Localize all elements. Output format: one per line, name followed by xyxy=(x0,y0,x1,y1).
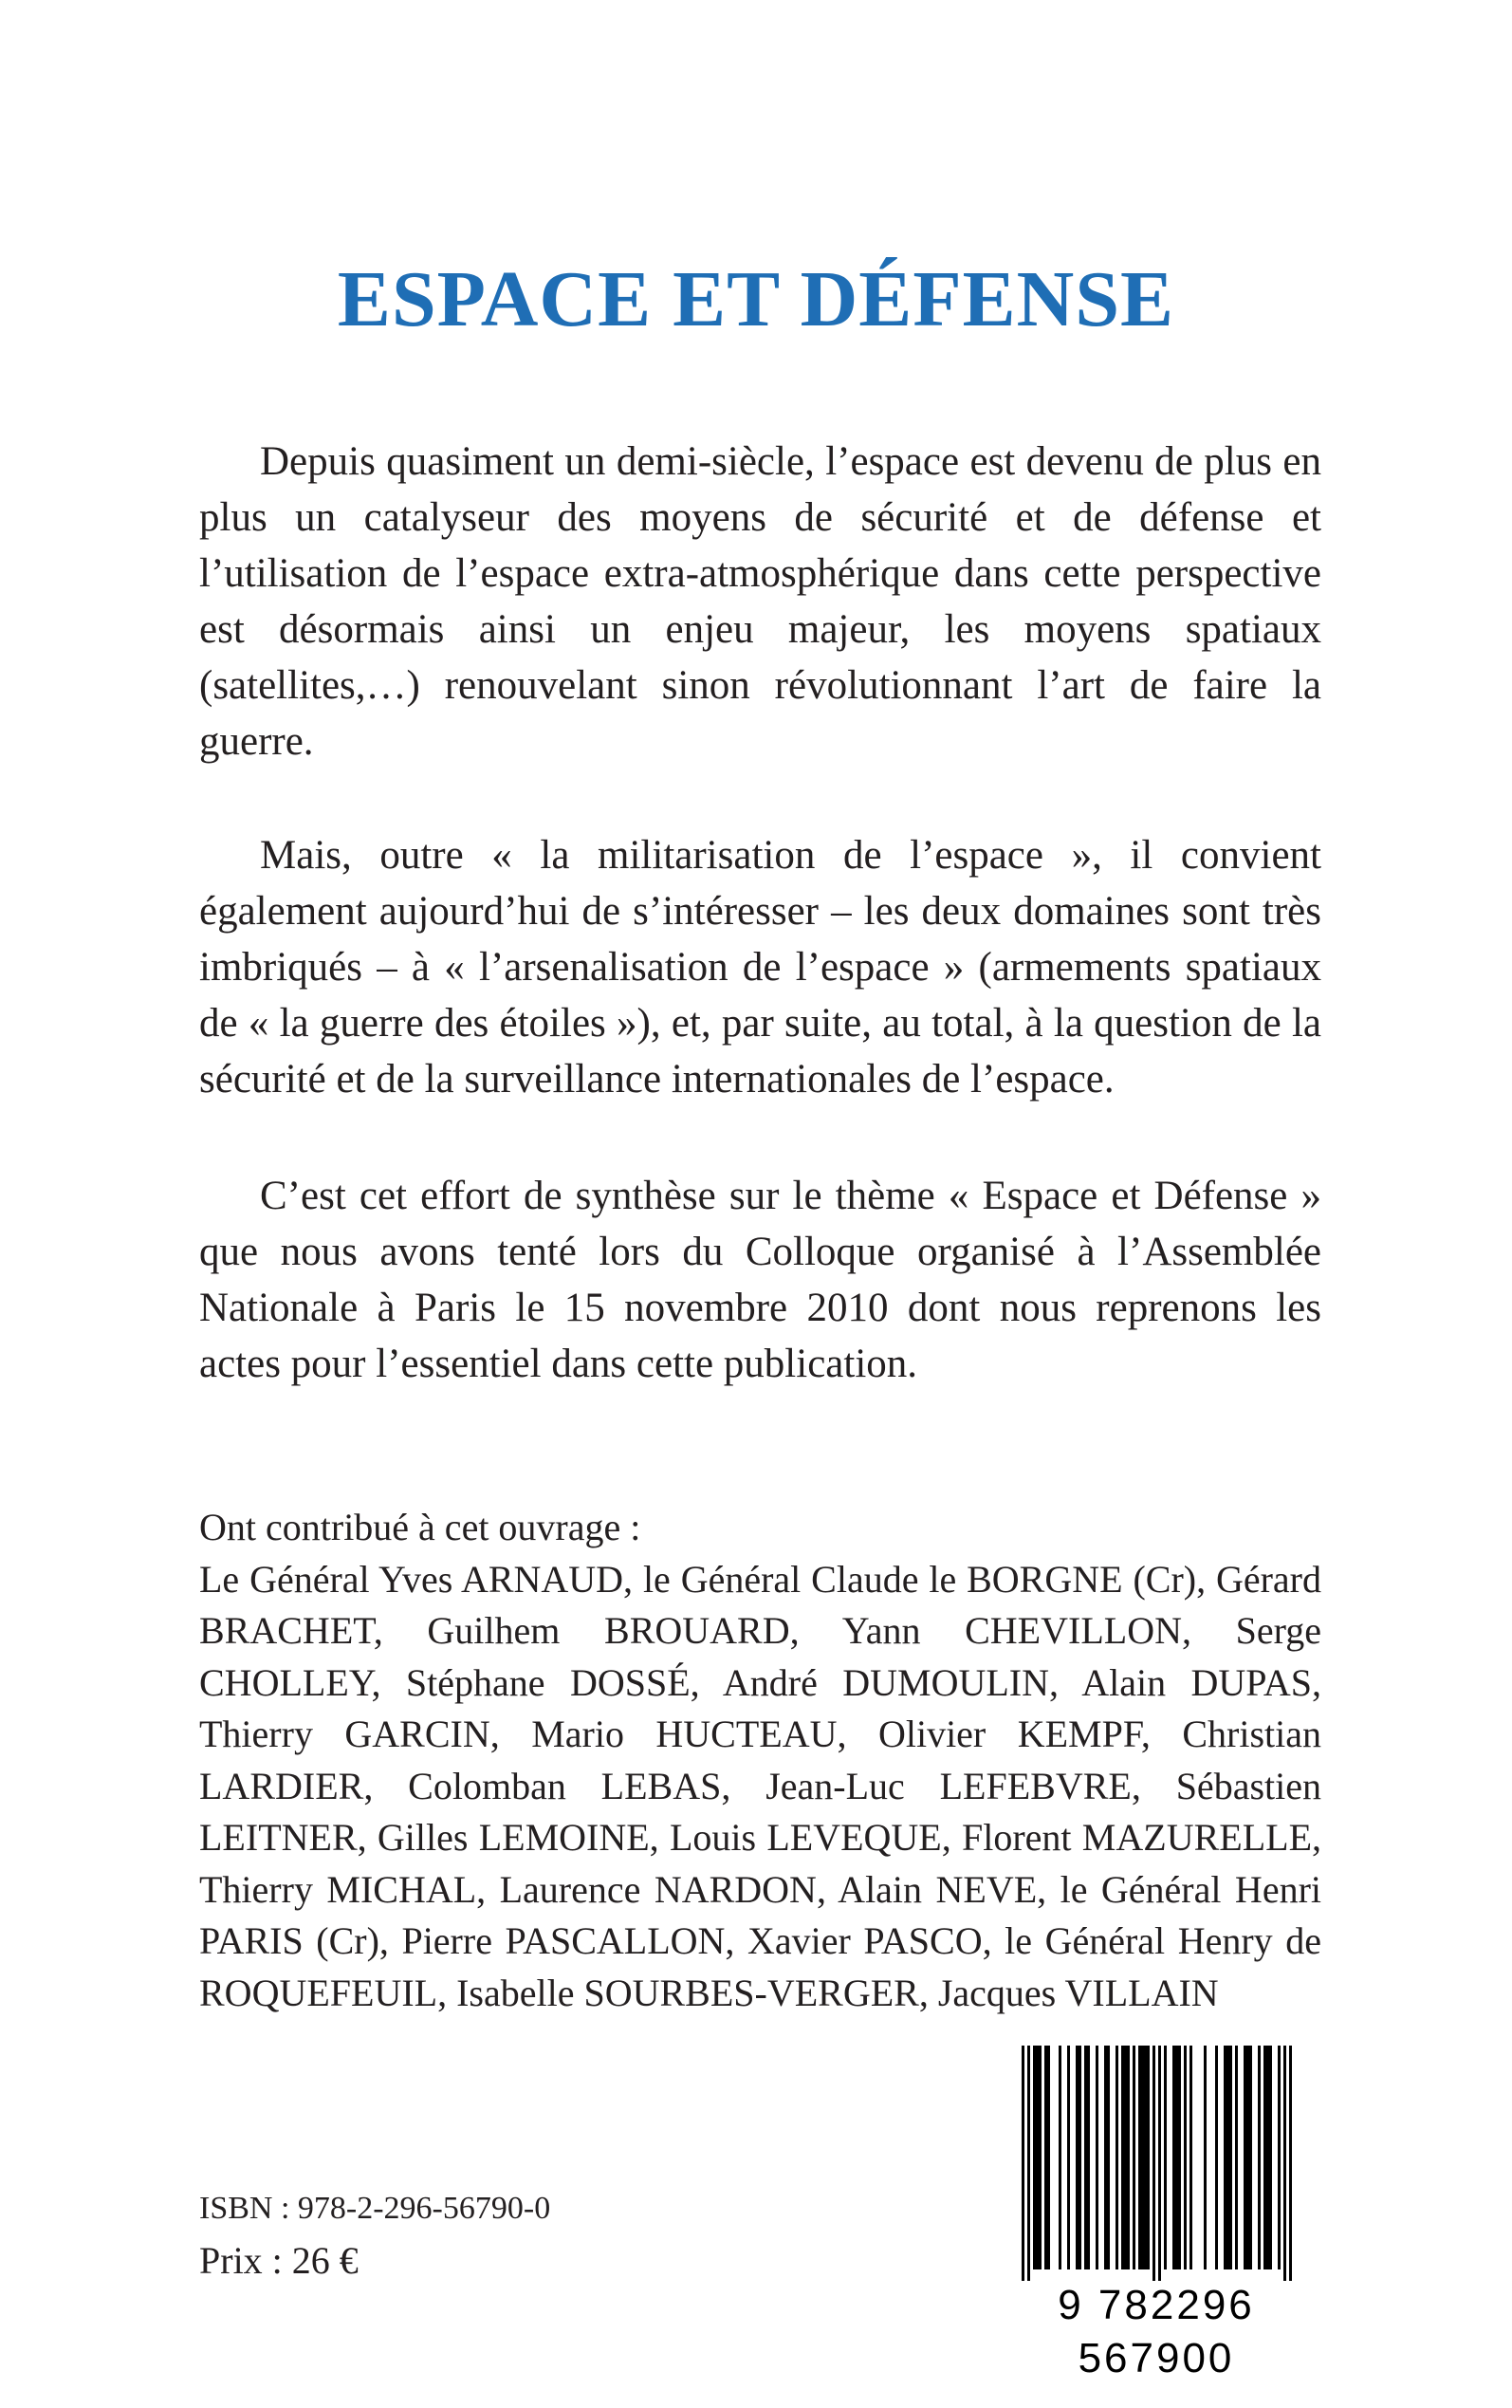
barcode-bar xyxy=(1079,2046,1081,2269)
barcode-bar xyxy=(1076,2046,1079,2269)
summary-paragraph-1: Depuis quasiment un demi-siècle, l’espace est devenu de plus en plus un catalyseur des moyens de sécurité et de défense et l’utilisation de l’espace extra-atmosphérique dans cette perspective est désormais ainsi un enjeu majeur, les moyens spatiaux (satellites,…) renouvelant sinon révolutionnant l’art de faire la guerre. xyxy=(199,439,1321,764)
summary-paragraph-2: Mais, outre « la militarisation de l’espace », il convient également aujourd’hui de s’intéresser – les deux domaines sont très imbriqués – à « l’arsenalisation de l’espace » (armements spatiaux de « la guerre des étoiles »), et, par suite, au total, à la question de la sécurité et de la surveillance internationales de l’espace. xyxy=(199,833,1321,1102)
barcode-bar xyxy=(1246,2046,1249,2269)
barcode-bar xyxy=(1224,2046,1226,2269)
contributors-section xyxy=(199,1502,1321,2019)
barcode-bar xyxy=(1189,2046,1192,2269)
book-title: ESPACE ET DÉFENSE xyxy=(337,255,1175,344)
barcode-bar xyxy=(1084,2046,1087,2269)
barcode-bar xyxy=(1141,2046,1144,2269)
barcode-bar xyxy=(1124,2046,1127,2269)
barcode-bar xyxy=(1249,2046,1252,2269)
barcode-bar xyxy=(1044,2046,1047,2269)
barcode-bar xyxy=(1258,2046,1261,2269)
barcode-bar xyxy=(1229,2046,1232,2269)
barcode-bar xyxy=(1184,2046,1187,2269)
barcode-bar xyxy=(1096,2046,1098,2269)
barcode-bar xyxy=(1027,2046,1030,2281)
barcode-bar xyxy=(1289,2046,1292,2281)
barcode-bar xyxy=(1039,2046,1042,2269)
barcode-bar xyxy=(1104,2046,1107,2269)
price-label: Prix : 26 € xyxy=(199,2239,359,2282)
isbn-label: ISBN : 978-2-296-56790-0 xyxy=(199,2191,551,2226)
barcode-bar xyxy=(1127,2046,1130,2269)
barcode-bar xyxy=(1266,2046,1269,2269)
barcode-bar xyxy=(1059,2046,1061,2269)
barcode-bar xyxy=(1278,2046,1281,2269)
barcode-bar xyxy=(1178,2046,1181,2269)
barcode-bar xyxy=(1147,2046,1150,2269)
barcode-bar xyxy=(1172,2046,1175,2269)
barcode-bar xyxy=(1022,2046,1024,2281)
barcode-bar xyxy=(1087,2046,1090,2269)
barcode-bar xyxy=(1067,2046,1070,2269)
contributors-heading: Ont contribué à cet ouvrage : xyxy=(199,1506,641,1548)
barcode-bars xyxy=(991,2042,1321,2281)
barcode xyxy=(991,2042,1321,2381)
barcode-bar xyxy=(1133,2046,1135,2269)
barcode-bar xyxy=(1244,2046,1246,2269)
contributors-list: Le Général Yves ARNAUD, le Général Claude le BORGNE (Cr), Gérard BRACHET, Guilhem BROUARD, Yann CHEVILLON, Serge CHOLLEY, Stéphane DOSSÉ, André DUMOULIN, Alain DUPAS, Thierry GARCIN, Mario HUCTEAU, Olivier KEMPF, Christian LARDIER, Colomban LEBAS, Jean-Luc LEFEBVRE, Sébastien LEITNER, Gilles LEMOINE, Louis LEVEQUE, Florent MAZURELLE, Thierry MICHAL, Laurence NARDON, Alain NEVE, le Général Henri PARIS (Cr), Pierre PASCALLON, Xavier PASCO, le Général Henry de ROQUEFEUIL, Isabelle SOURBES-VERGER, Jacques VILLAIN xyxy=(199,1557,1321,2014)
barcode-bar xyxy=(1235,2046,1238,2269)
barcode-bar xyxy=(1164,2046,1167,2269)
barcode-bar xyxy=(1138,2046,1141,2269)
barcode-bar xyxy=(1047,2046,1050,2269)
barcode-bar xyxy=(1152,2046,1155,2281)
barcode-digits: 9 782296 567900 xyxy=(1058,2282,1255,2381)
barcode-bar xyxy=(1215,2046,1218,2269)
barcode-bar xyxy=(1269,2046,1272,2269)
barcode-bar xyxy=(1158,2046,1161,2281)
summary-paragraph-3: C’est cet effort de synthèse sur le thème « Espace et Défense » que nous avons tenté lors du Colloque organisé à l’Assemblée Nationale à Paris le 15 novembre 2010 dont nous reprenons les actes pour l’essentiel dans cette publication. xyxy=(199,1174,1321,1386)
barcode-bar xyxy=(1107,2046,1110,2269)
barcode-bar xyxy=(1283,2046,1286,2281)
barcode-bar xyxy=(1144,2046,1147,2269)
barcode-bar xyxy=(1263,2046,1266,2269)
barcode-bar xyxy=(1226,2046,1229,2269)
barcode-bar xyxy=(1036,2046,1039,2269)
barcode-bar xyxy=(1121,2046,1124,2269)
barcode-bar xyxy=(1175,2046,1178,2269)
barcode-bar xyxy=(1033,2046,1036,2269)
barcode-bar xyxy=(1116,2046,1118,2269)
barcode-bar xyxy=(1204,2046,1207,2269)
